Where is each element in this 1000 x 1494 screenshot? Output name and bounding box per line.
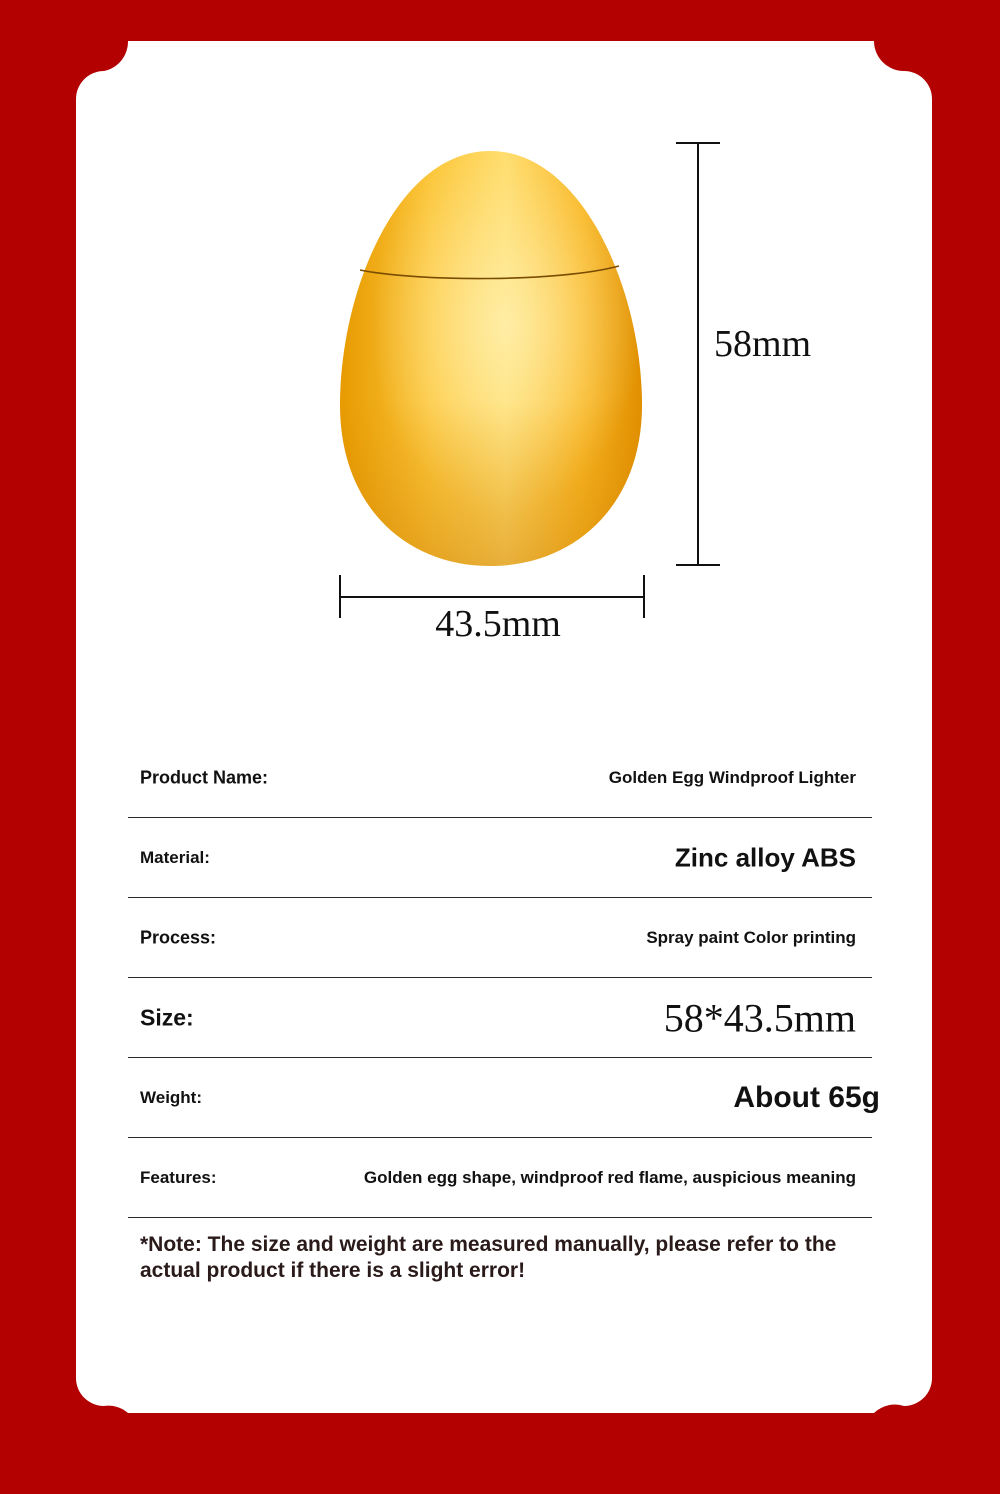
width-dimension-label: 43.5mm — [435, 603, 561, 645]
spec-label: Weight: — [140, 1087, 203, 1107]
spec-row-process — [128, 898, 872, 978]
spec-label: Features: — [140, 1167, 217, 1187]
height-dimension-label: 58mm — [714, 323, 812, 365]
spec-value: 58*43.5mm — [663, 995, 856, 1040]
spec-row-features — [128, 1138, 872, 1218]
spec-label: Size: — [140, 1004, 194, 1030]
spec-row-size — [128, 978, 872, 1058]
spec-table — [128, 738, 880, 1218]
spec-row-material — [128, 818, 872, 898]
spec-label: Process: — [140, 927, 217, 947]
spec-row-weight — [128, 1058, 880, 1138]
product-illustration — [0, 0, 1000, 700]
spec-label: Product Name: — [140, 767, 269, 787]
spec-value: Golden Egg Windproof Lighter — [608, 767, 856, 787]
spec-value: About 65g — [733, 1080, 880, 1114]
spec-label: Material: — [140, 847, 210, 867]
spec-value: Spray paint Color printing — [646, 927, 856, 947]
spec-value: Golden egg shape, windproof red flame, auspicious meaning — [363, 1167, 856, 1187]
golden-egg-lighter-image — [340, 151, 642, 566]
spec-row-product-name — [128, 738, 872, 818]
spec-value: Zinc alloy ABS — [674, 842, 856, 872]
disclaimer-note: *Note: The size and weight are measured manually, please refer to the actual product if there is a slight error! — [140, 1233, 837, 1282]
